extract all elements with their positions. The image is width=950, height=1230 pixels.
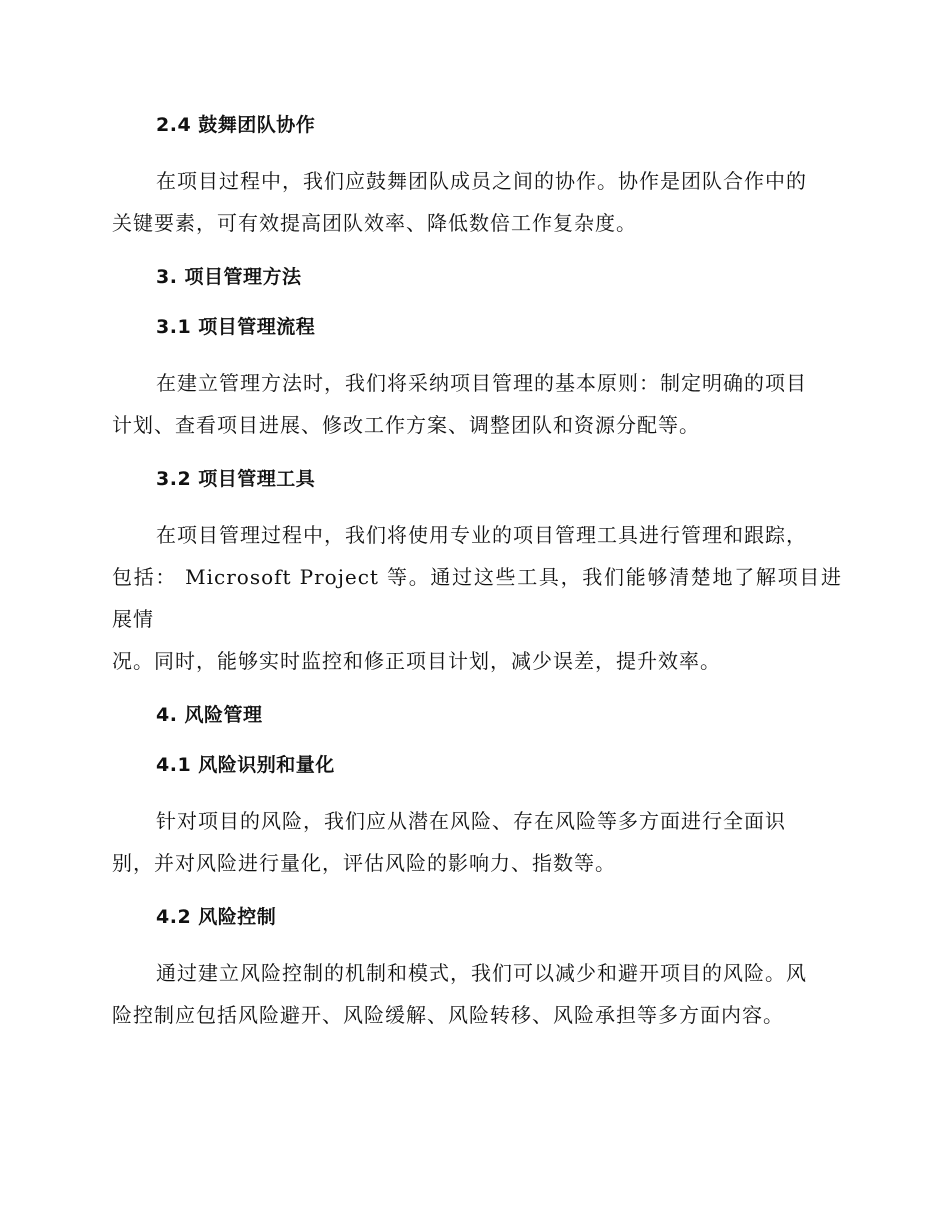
paragraph-line: 包括： Microsoft Project 等。通过这些工具，我们能够清楚地了解项目进展情: [112, 565, 842, 631]
paragraph-risk-identification: [112, 800, 842, 884]
section-heading-3-2: 3.2 项目管理工具: [156, 468, 316, 490]
paragraph-line: 别，并对风险进行量化，评估风险的影响力、指数等。: [112, 851, 616, 875]
document-page: [112, 110, 842, 1054]
paragraph-line: 况。同时，能够实时监控和修正项目计划，减少误差，提升效率。: [112, 649, 721, 673]
paragraph-line: 通过建立风险控制的机制和模式，我们可以减少和避开项目的风险。风: [156, 961, 807, 985]
section-heading-4: 4. 风险管理: [156, 704, 263, 726]
section-heading-4-1: 4.1 风险识别和量化: [156, 754, 335, 776]
paragraph-line: 在项目过程中，我们应鼓舞团队成员之间的协作。协作是团队合作中的: [156, 169, 807, 193]
paragraph-line: 关键要素，可有效提高团队效率、降低数倍工作复杂度。: [112, 211, 637, 235]
paragraph-line: 在项目管理过程中，我们将使用专业的项目管理工具进行管理和跟踪，: [156, 523, 807, 547]
paragraph-line: 在建立管理方法时，我们将采纳项目管理的基本原则：制定明确的项目: [156, 371, 807, 395]
paragraph-team-collaboration: [112, 160, 842, 244]
paragraph-risk-control: [112, 952, 842, 1036]
paragraph-management-tools: [112, 514, 842, 682]
section-heading-3: 3. 项目管理方法: [156, 266, 302, 288]
section-heading-4-2: 4.2 风险控制: [156, 906, 277, 928]
paragraph-management-process: [112, 362, 842, 446]
paragraph-line: 险控制应包括风险避开、风险缓解、风险转移、风险承担等多方面内容。: [112, 1003, 784, 1027]
paragraph-line: 计划、查看项目进展、修改工作方案、调整团队和资源分配等。: [112, 413, 700, 437]
section-heading-3-1: 3.1 项目管理流程: [156, 316, 316, 338]
paragraph-line: 针对项目的风险，我们应从潜在风险、存在风险等多方面进行全面识: [156, 809, 786, 833]
section-heading-2-4: 2.4 鼓舞团队协作: [156, 114, 316, 136]
